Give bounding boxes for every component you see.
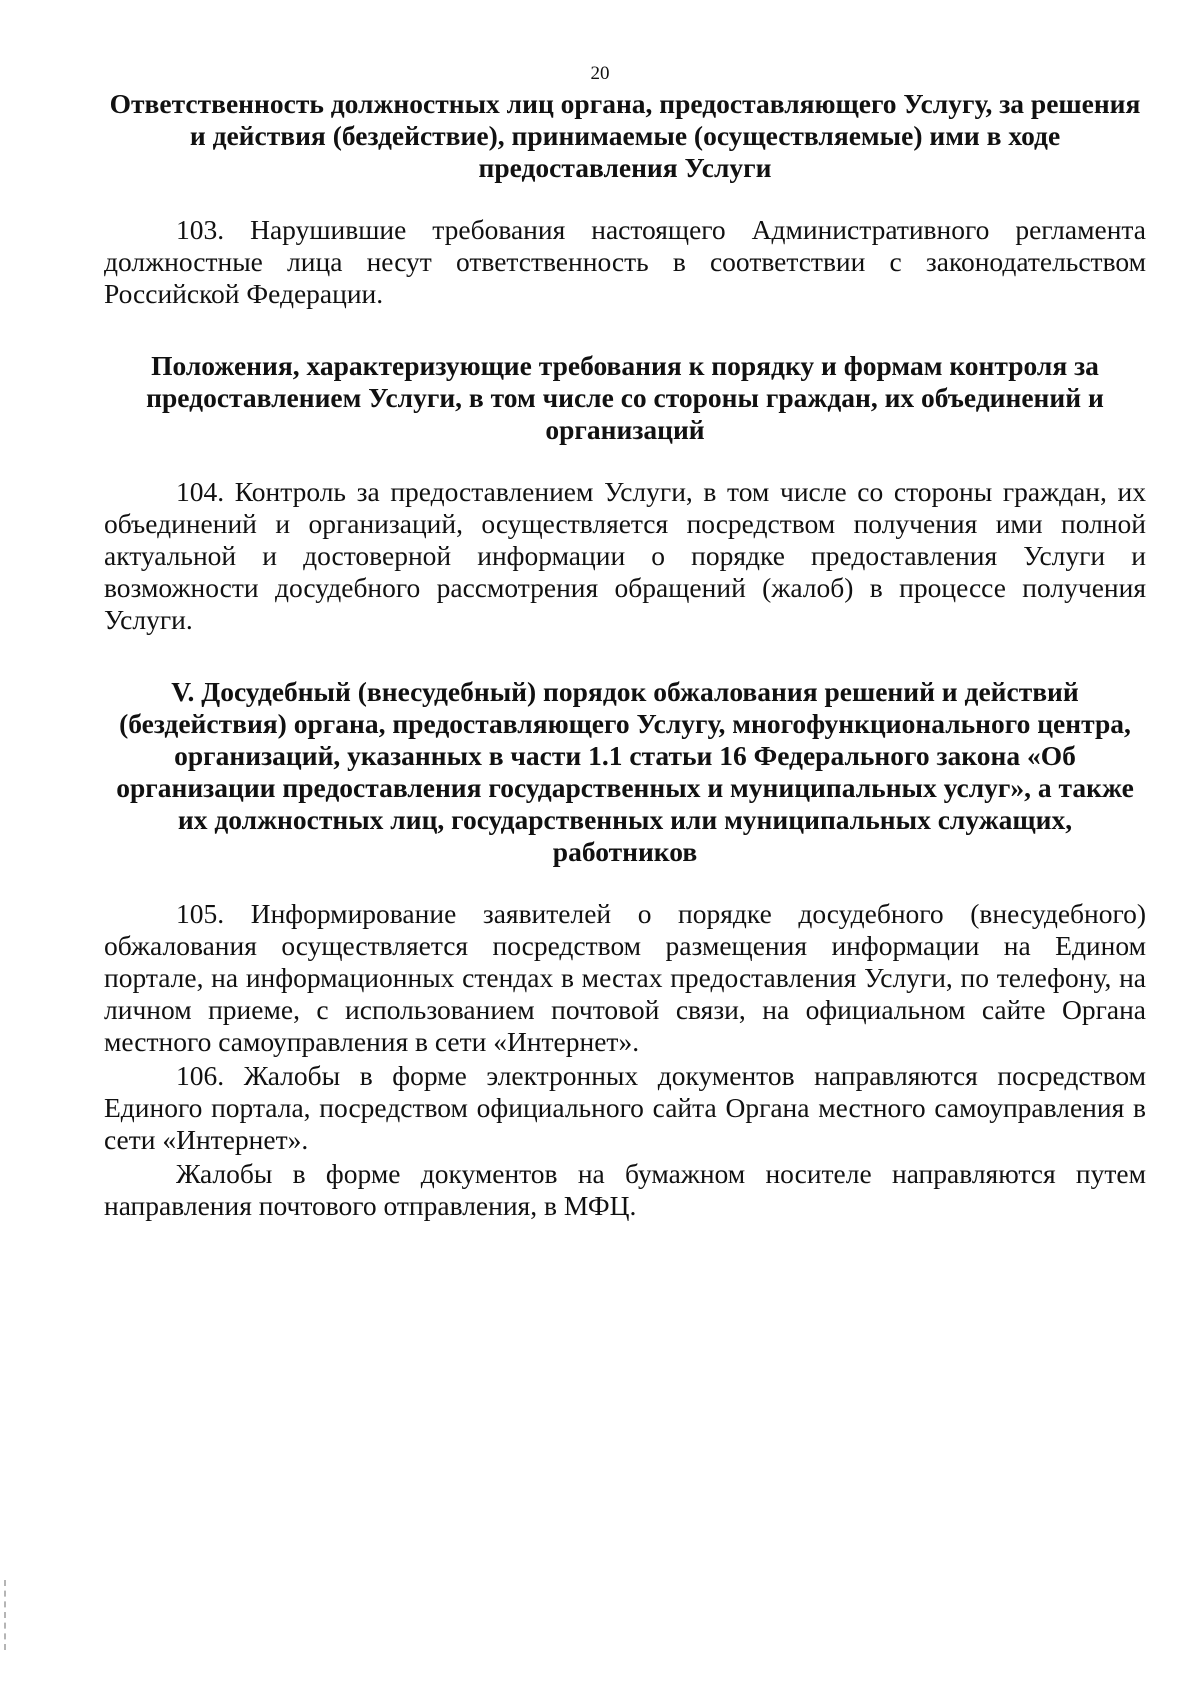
page-number: 20 — [590, 63, 610, 84]
scan-edge-mark — [4, 1580, 8, 1650]
paragraph-105: 105. Информирование заявителей о порядке досудебного (внесудебного) обжалования осуществляется посредством размещения информации на Едином портале, на информационных стендах в местах предоставления Услуги, по телефону, на личном приеме, с использованием почтовой связи, на официальном сайте Органа местного самоуправления в сети «Интернет». — [104, 898, 1146, 1057]
section-heading-responsibility: Ответственность должностных лиц органа, предоставляющего Услугу, за решения и действия (бездействие), принимаемые (осуществляемые) ими в ходе предоставления Услуги — [109, 88, 1141, 183]
paragraph-106: 106. Жалобы в форме электронных документов направляются посредством Единого портала, посредством официального сайта Органа местного самоуправления в сети «Интернет». — [104, 1060, 1146, 1155]
section-heading-control: Положения, характеризующие требования к порядку и формам контроля за предоставлением Услуги, в том числе со стороны граждан, их объединений и организаций — [146, 350, 1104, 445]
paragraph-103: 103. Нарушившие требования настоящего Административного регламента должностные лица несут ответственность в соответствии с законодательством Российской Федерации. — [104, 214, 1146, 309]
paragraph-106-continued: Жалобы в форме документов на бумажном носителе направляются путем направления почтового отправления, в МФЦ. — [104, 1158, 1146, 1221]
section-heading-appeal: V. Досудебный (внесудебный) порядок обжалования решений и действий (бездействия) органа, предоставляющего Услугу, многофункционального центра, организаций, указанных в части 1.1 статьи 16 Федерального закона «Об организации предоставления государственных и муниципальных услуг», а также их должностных лиц, государственных или муниципальных служащих, работников — [116, 676, 1134, 867]
paragraph-104: 104. Контроль за предоставлением Услуги, в том числе со стороны граждан, их объединений и организаций, осуществляется посредством получения ими полной актуальной и достоверной информации о порядке предоставления Услуги и возможности досудебного рассмотрения обращений (жалоб) в процессе получения Услуги. — [104, 476, 1146, 635]
document-body — [104, 88, 1146, 1222]
